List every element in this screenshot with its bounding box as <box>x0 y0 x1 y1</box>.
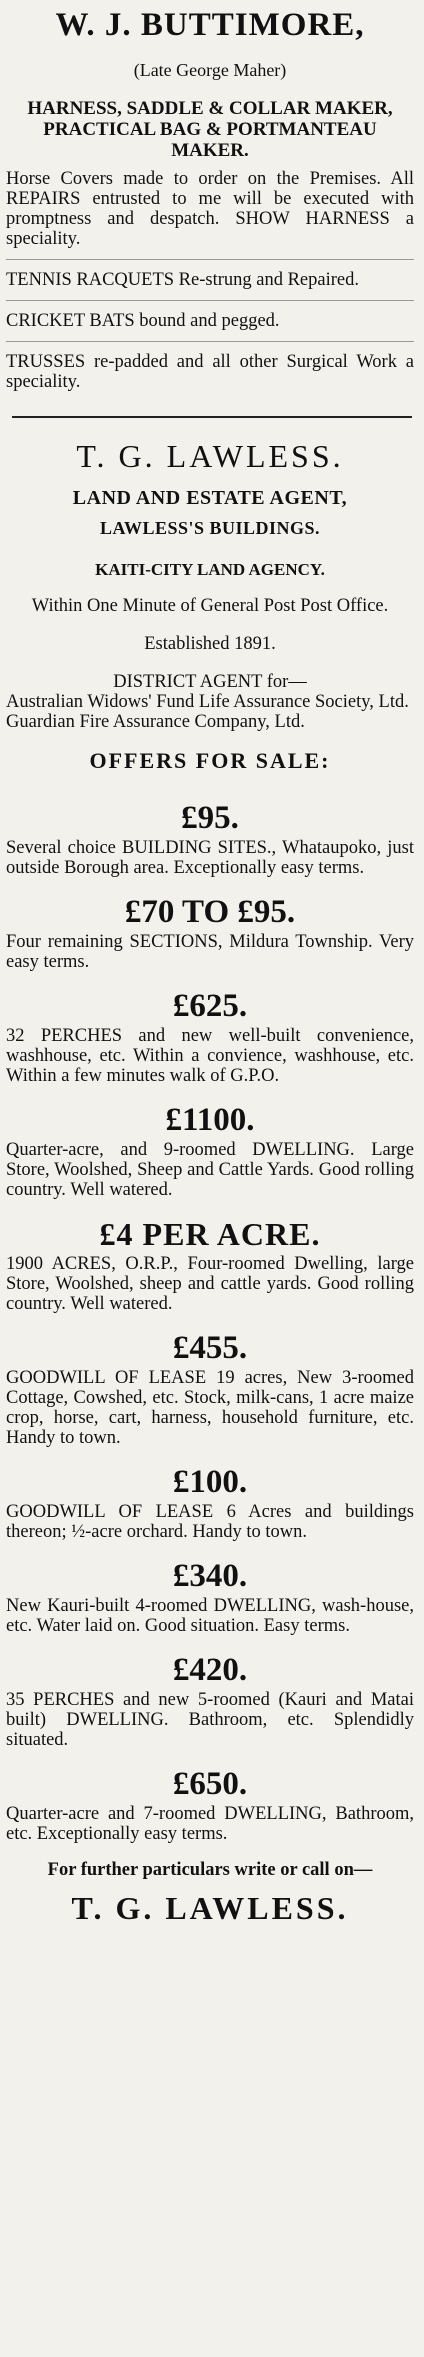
listing-price: £4 PER ACRE. <box>99 1216 321 1252</box>
listing-description: 32 PERCHES and new well-built convenience, washhouse, etc. Within a convience, washhouse, etc. Within a few minutes walk of G.P.O. <box>6 1026 414 1086</box>
buttimore-advert <box>6 6 414 392</box>
listing-description: GOODWILL OF LEASE 19 acres, New 3-roomed Cottage, Cowshed, etc. Stock, milk-cans, 1 acre maize crop, horse, cart, harness, household furniture, etc. Handy to town. <box>6 1368 414 1448</box>
listing-item <box>6 1764 414 1844</box>
divider <box>6 341 414 342</box>
listing-description: Several choice BUILDING SITES., Whataupoko, just outside Borough area. Exceptionally easy terms. <box>6 838 414 878</box>
district-heading: DISTRICT AGENT for— <box>113 672 307 692</box>
divider <box>6 259 414 260</box>
listing-price: £650. <box>172 1766 248 1802</box>
listing-description: GOODWILL OF LEASE 6 Acres and buildings thereon; ½-acre orchard. Handy to town. <box>6 1502 414 1542</box>
listing-description: Quarter-acre, and 9-roomed DWELLING. Large Store, Woolshed, Sheep and Cattle Yards. Good rolling country. Well watered. <box>6 1140 414 1200</box>
buttimore-trusses: TRUSSES re-padded and all other Surgical Work a speciality. <box>6 352 414 392</box>
listing-description: New Kauri-built 4-roomed DWELLING, wash-house, etc. Water laid on. Good situation. Easy terms. <box>6 1596 414 1636</box>
lawless-advert <box>6 436 414 1926</box>
lawless-title: T. G. LAWLESS. <box>76 438 344 474</box>
listing-description: 35 PERCHES and new 5-roomed (Kauri and Matai built) DWELLING. Bathroom, etc. Splendidly situated. <box>6 1690 414 1750</box>
lawless-buildings: LAWLESS'S BUILDINGS. <box>99 518 321 538</box>
listing-item <box>6 1650 414 1750</box>
listing-description: Quarter-acre and 7-roomed DWELLING, Bathroom, etc. Exceptionally easy terms. <box>6 1804 414 1844</box>
offers-heading: OFFERS FOR SALE: <box>89 748 331 773</box>
listing-price: £455. <box>172 1330 248 1366</box>
listing-description: Four remaining SECTIONS, Mildura Township. Very easy terms. <box>6 932 414 972</box>
listing-price: £420. <box>172 1652 248 1688</box>
section-divider <box>12 416 412 418</box>
contact-line: For further particulars write or call on— <box>47 1860 373 1880</box>
listing-price: £70 TO £95. <box>124 894 296 930</box>
listing-price: £100. <box>172 1464 248 1500</box>
buttimore-cricket: CRICKET BATS bound and pegged. <box>6 311 280 331</box>
buttimore-tennis: TENNIS RACQUETS Re-strung and Repaired. <box>6 270 359 290</box>
listing-item <box>6 1462 414 1542</box>
district-agent-1: Australian Widows' Fund Life Assurance Society, Ltd. <box>6 692 409 712</box>
listing-price: £340. <box>172 1558 248 1594</box>
listing-item <box>6 1100 414 1200</box>
listing-price: £1100. <box>165 1102 255 1138</box>
listing-price: £95. <box>181 800 239 836</box>
listing-item <box>6 1214 414 1314</box>
buttimore-subtitle: (Late George Maher) <box>133 60 287 80</box>
listing-item <box>6 892 414 972</box>
lawless-agency: KAITI-CITY LAND AGENCY. <box>95 560 325 579</box>
divider <box>6 300 414 301</box>
lawless-location: Within One Minute of General Post Post Office. <box>31 596 389 616</box>
listing-item <box>6 1328 414 1448</box>
buttimore-title: W. J. BUTTIMORE, <box>55 7 365 43</box>
buttimore-covers: Horse Covers made to order on the Premises. All REPAIRS entrusted to me will be executed with promptness and despatch. SHOW HARNESS a speciality. <box>6 169 414 249</box>
listings <box>6 798 414 1844</box>
district-agent-2: Guardian Fire Assurance Company, Ltd. <box>6 712 305 732</box>
lawless-established: Established 1891. <box>144 634 276 654</box>
listing-description: 1900 ACRES, O.R.P., Four-roomed Dwelling, large Store, Woolshed, sheep and cattle yards. Good rolling country. Well watered. <box>6 1254 414 1314</box>
lawless-agent-line: LAND AND ESTATE AGENT, <box>72 487 348 509</box>
listing-item <box>6 986 414 1086</box>
listing-price: £625. <box>172 988 248 1024</box>
listing-item <box>6 798 414 878</box>
footer-name: T. G. LAWLESS. <box>71 1890 349 1926</box>
buttimore-trades: HARNESS, SADDLE & COLLAR MAKER, PRACTICAL BAG & PORTMANTEAU MAKER. <box>27 98 393 161</box>
listing-item <box>6 1556 414 1636</box>
